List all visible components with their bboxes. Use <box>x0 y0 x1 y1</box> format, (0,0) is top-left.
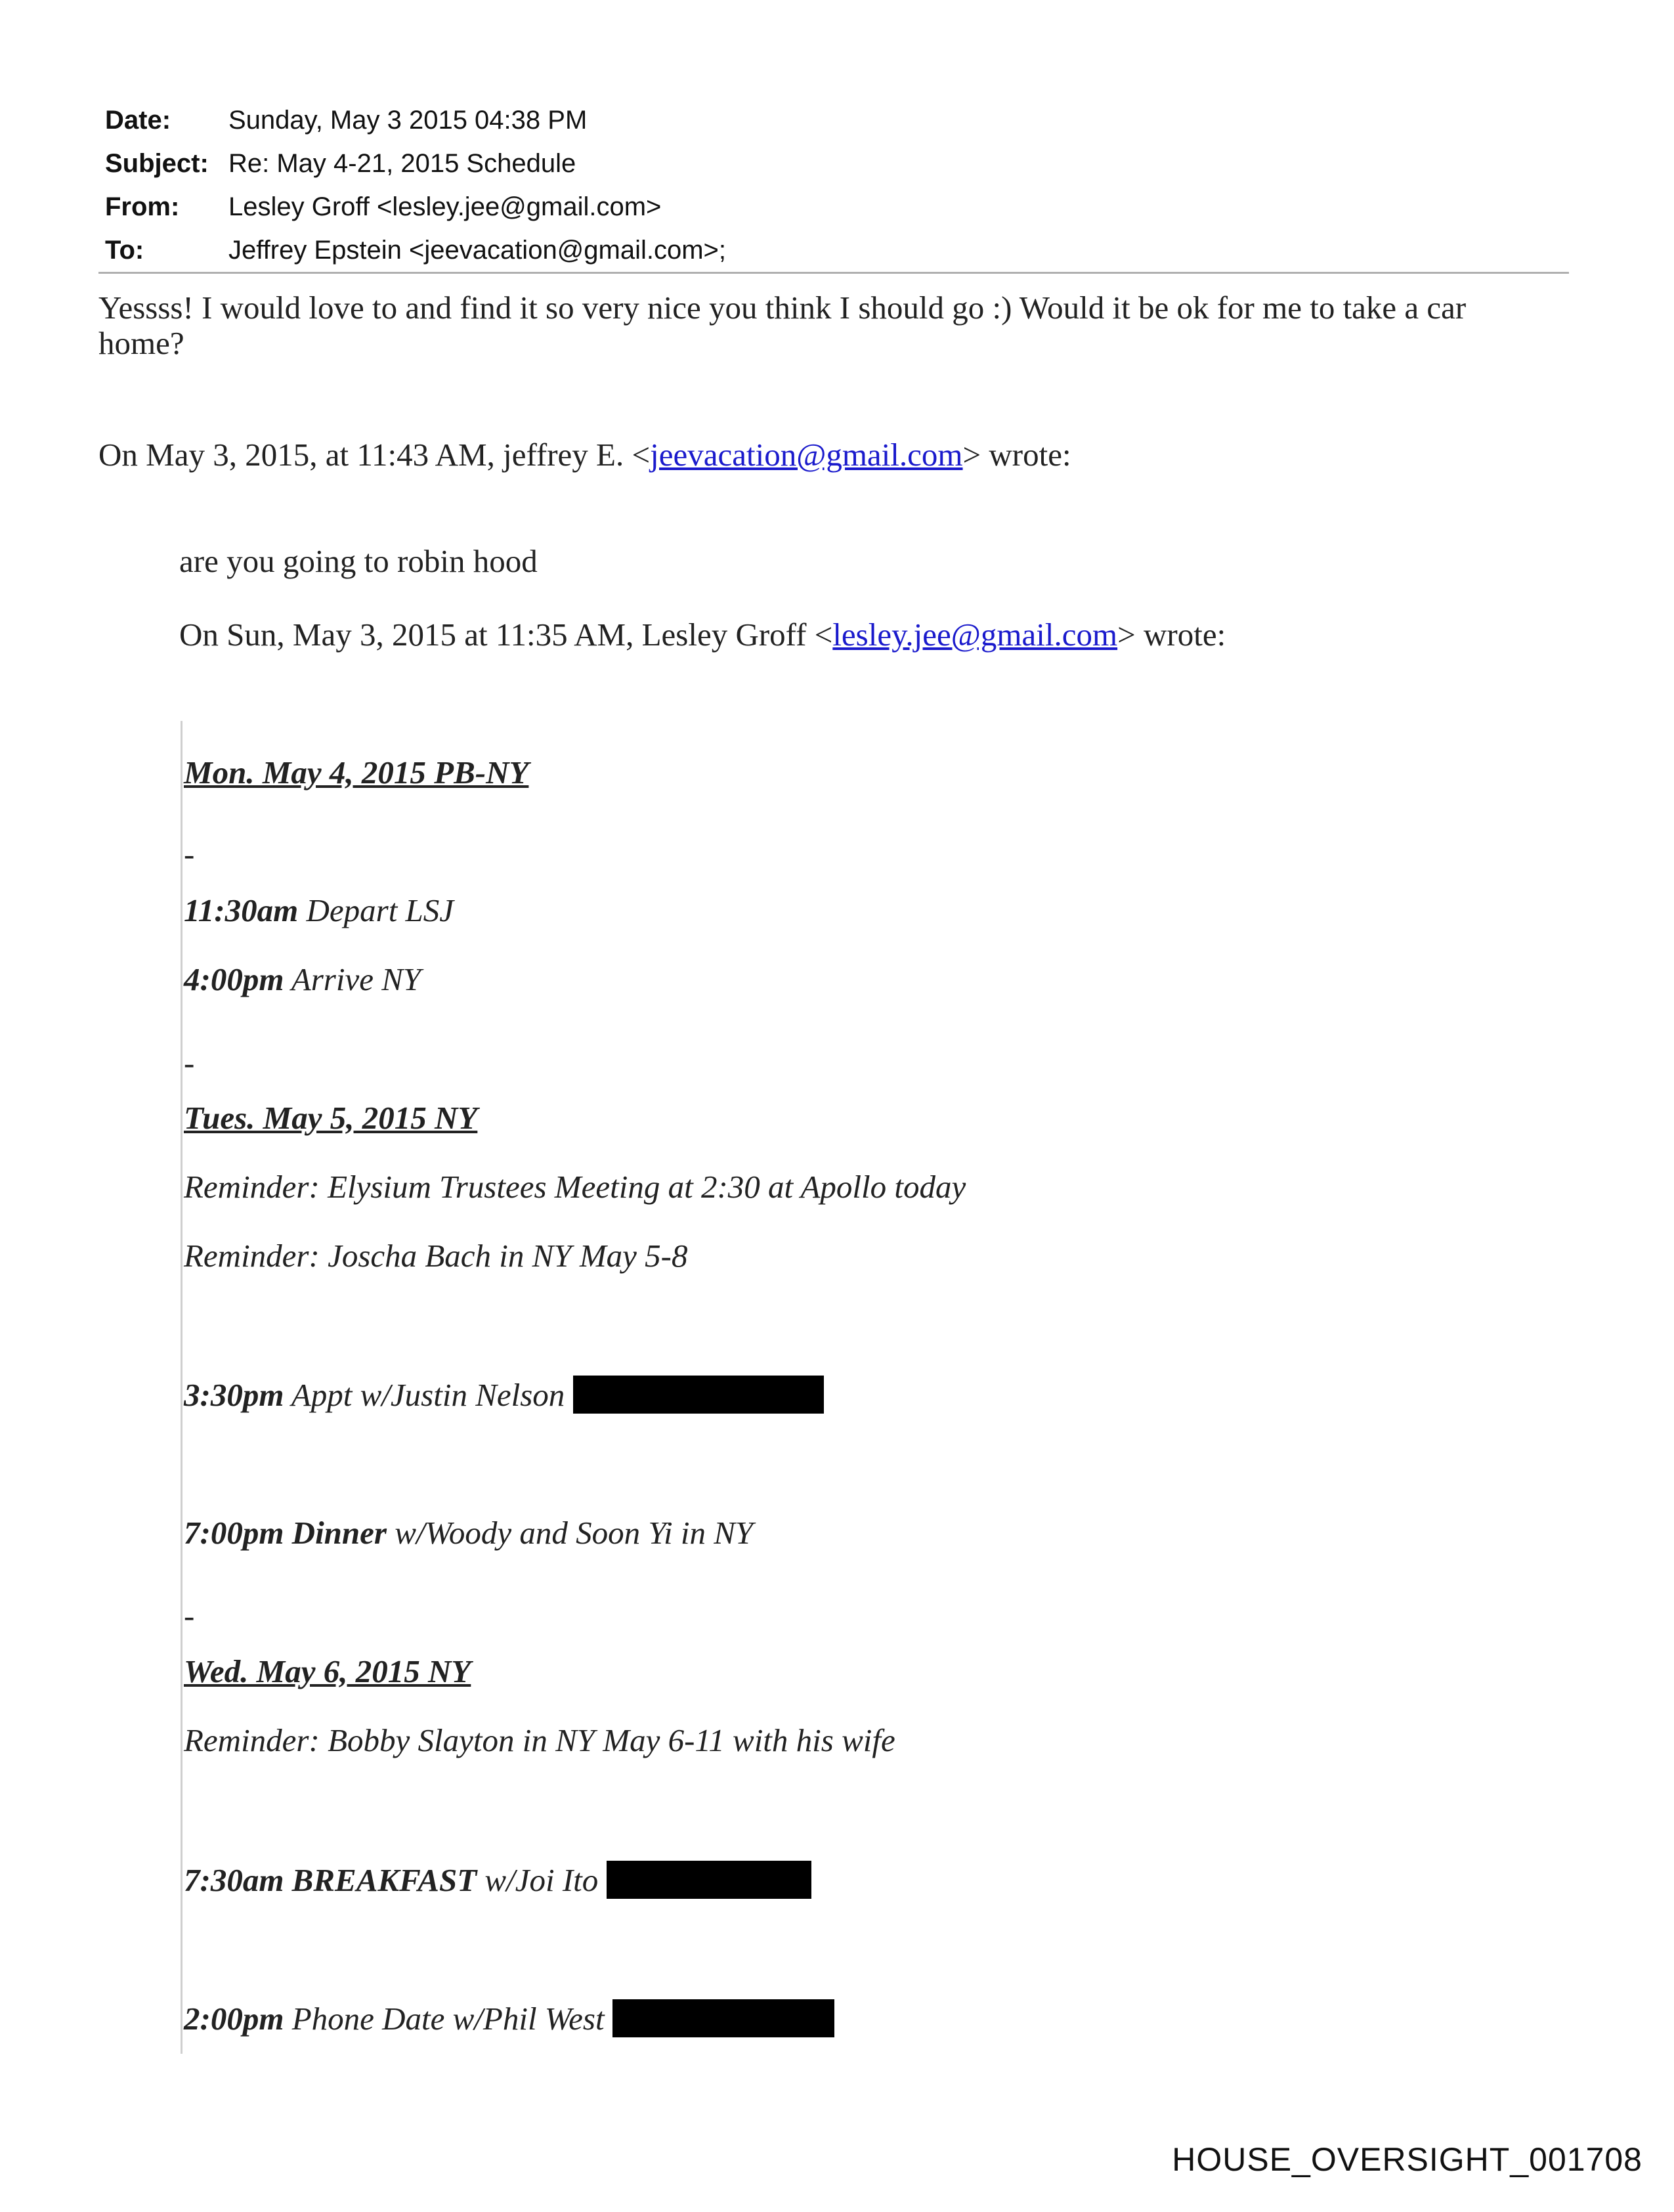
reminder-text: Reminder: Bobby Slayton in NY May 6-11 with his wife <box>184 1722 895 1758</box>
quote-header-1-prefix: On May 3, 2015, at 11:43 AM, jeffrey E. < <box>98 437 651 473</box>
reminder-text: Reminder: Elysium Trustees Meeting at 2:30 at Apollo today <box>184 1169 966 1205</box>
entry-time: 7:00pm Dinner <box>184 1515 387 1551</box>
quote-header-1-email-link[interactable]: jeevacation@gmail.com <box>650 437 963 473</box>
entry-time: 2:00pm <box>184 2001 284 2037</box>
to-label: To: <box>105 235 144 265</box>
quote-header-2 <box>179 616 1226 653</box>
schedule-entry <box>184 1514 753 1551</box>
entry-time: 11:30am <box>184 892 299 928</box>
day-header-wed: Wed. May 6, 2015 NY <box>184 1653 471 1689</box>
quote-bar <box>181 721 182 2054</box>
schedule-entry <box>184 1376 824 1414</box>
entry-text: Depart LSJ <box>298 892 454 928</box>
schedule-entry <box>184 1861 811 1899</box>
schedule-entry <box>184 961 421 998</box>
to-value: Jeffrey Epstein <jeevacation@gmail.com>; <box>228 235 727 265</box>
quote-header-2-email-link[interactable]: lesley.jee@gmail.com <box>832 617 1118 653</box>
quote-header-2-suffix: > wrote: <box>1117 617 1226 653</box>
entry-time: 3:30pm <box>184 1377 284 1413</box>
reminder-text: Reminder: Joscha Bach in NY May 5-8 <box>184 1238 688 1274</box>
entry-text: w/Woody and Soon Yi in NY <box>387 1515 754 1551</box>
entry-time: 4:00pm <box>184 961 284 997</box>
redaction-box <box>573 1376 824 1414</box>
separator-dash: - <box>184 1597 195 1634</box>
quote-header-2-prefix: On Sun, May 3, 2015 at 11:35 AM, Lesley Groff < <box>179 617 833 653</box>
day-header-tues: Tues. May 5, 2015 NY <box>184 1100 478 1136</box>
schedule-entry <box>184 892 454 929</box>
email-header <box>105 98 1569 272</box>
day-header-mon: Mon. May 4, 2015 PB-NY <box>184 754 529 791</box>
redaction-box <box>612 1999 834 2037</box>
reply-text: are you going to robin hood <box>179 543 538 579</box>
body-line-1: Yessss! I would love to and find it so very nice you think I should go :) Would it be ok for me to take a car <box>98 290 1467 326</box>
separator-dash: - <box>184 836 195 872</box>
entry-text: Appt w/Justin Nelson <box>284 1377 573 1413</box>
quote-header-1-suffix: > wrote: <box>962 437 1071 473</box>
redaction-box <box>607 1861 811 1899</box>
bates-number: HOUSE_OVERSIGHT_001708 <box>1172 2141 1642 2178</box>
header-divider <box>98 272 1569 274</box>
schedule-entry <box>184 1999 834 2037</box>
entry-text: w/Joi Ito <box>477 1862 607 1898</box>
from-label: From: <box>105 192 180 221</box>
entry-time: 7:30am BREAKFAST <box>184 1862 477 1898</box>
body-line-2: home? <box>98 325 184 361</box>
entry-text: Phone Date w/Phil West <box>284 2001 612 2037</box>
subject-row <box>105 142 1569 185</box>
subject-value: Re: May 4-21, 2015 Schedule <box>228 148 576 178</box>
date-value: Sunday, May 3 2015 04:38 PM <box>228 105 588 135</box>
from-row <box>105 185 1569 228</box>
date-row <box>105 98 1569 142</box>
to-row <box>105 228 1569 272</box>
quote-header-1 <box>98 436 1071 473</box>
entry-text: Arrive NY <box>284 961 421 997</box>
separator-dash: - <box>184 1045 195 1081</box>
subject-label: Subject: <box>105 148 209 178</box>
date-label: Date: <box>105 105 171 135</box>
from-value: Lesley Groff <lesley.jee@gmail.com> <box>228 192 662 221</box>
